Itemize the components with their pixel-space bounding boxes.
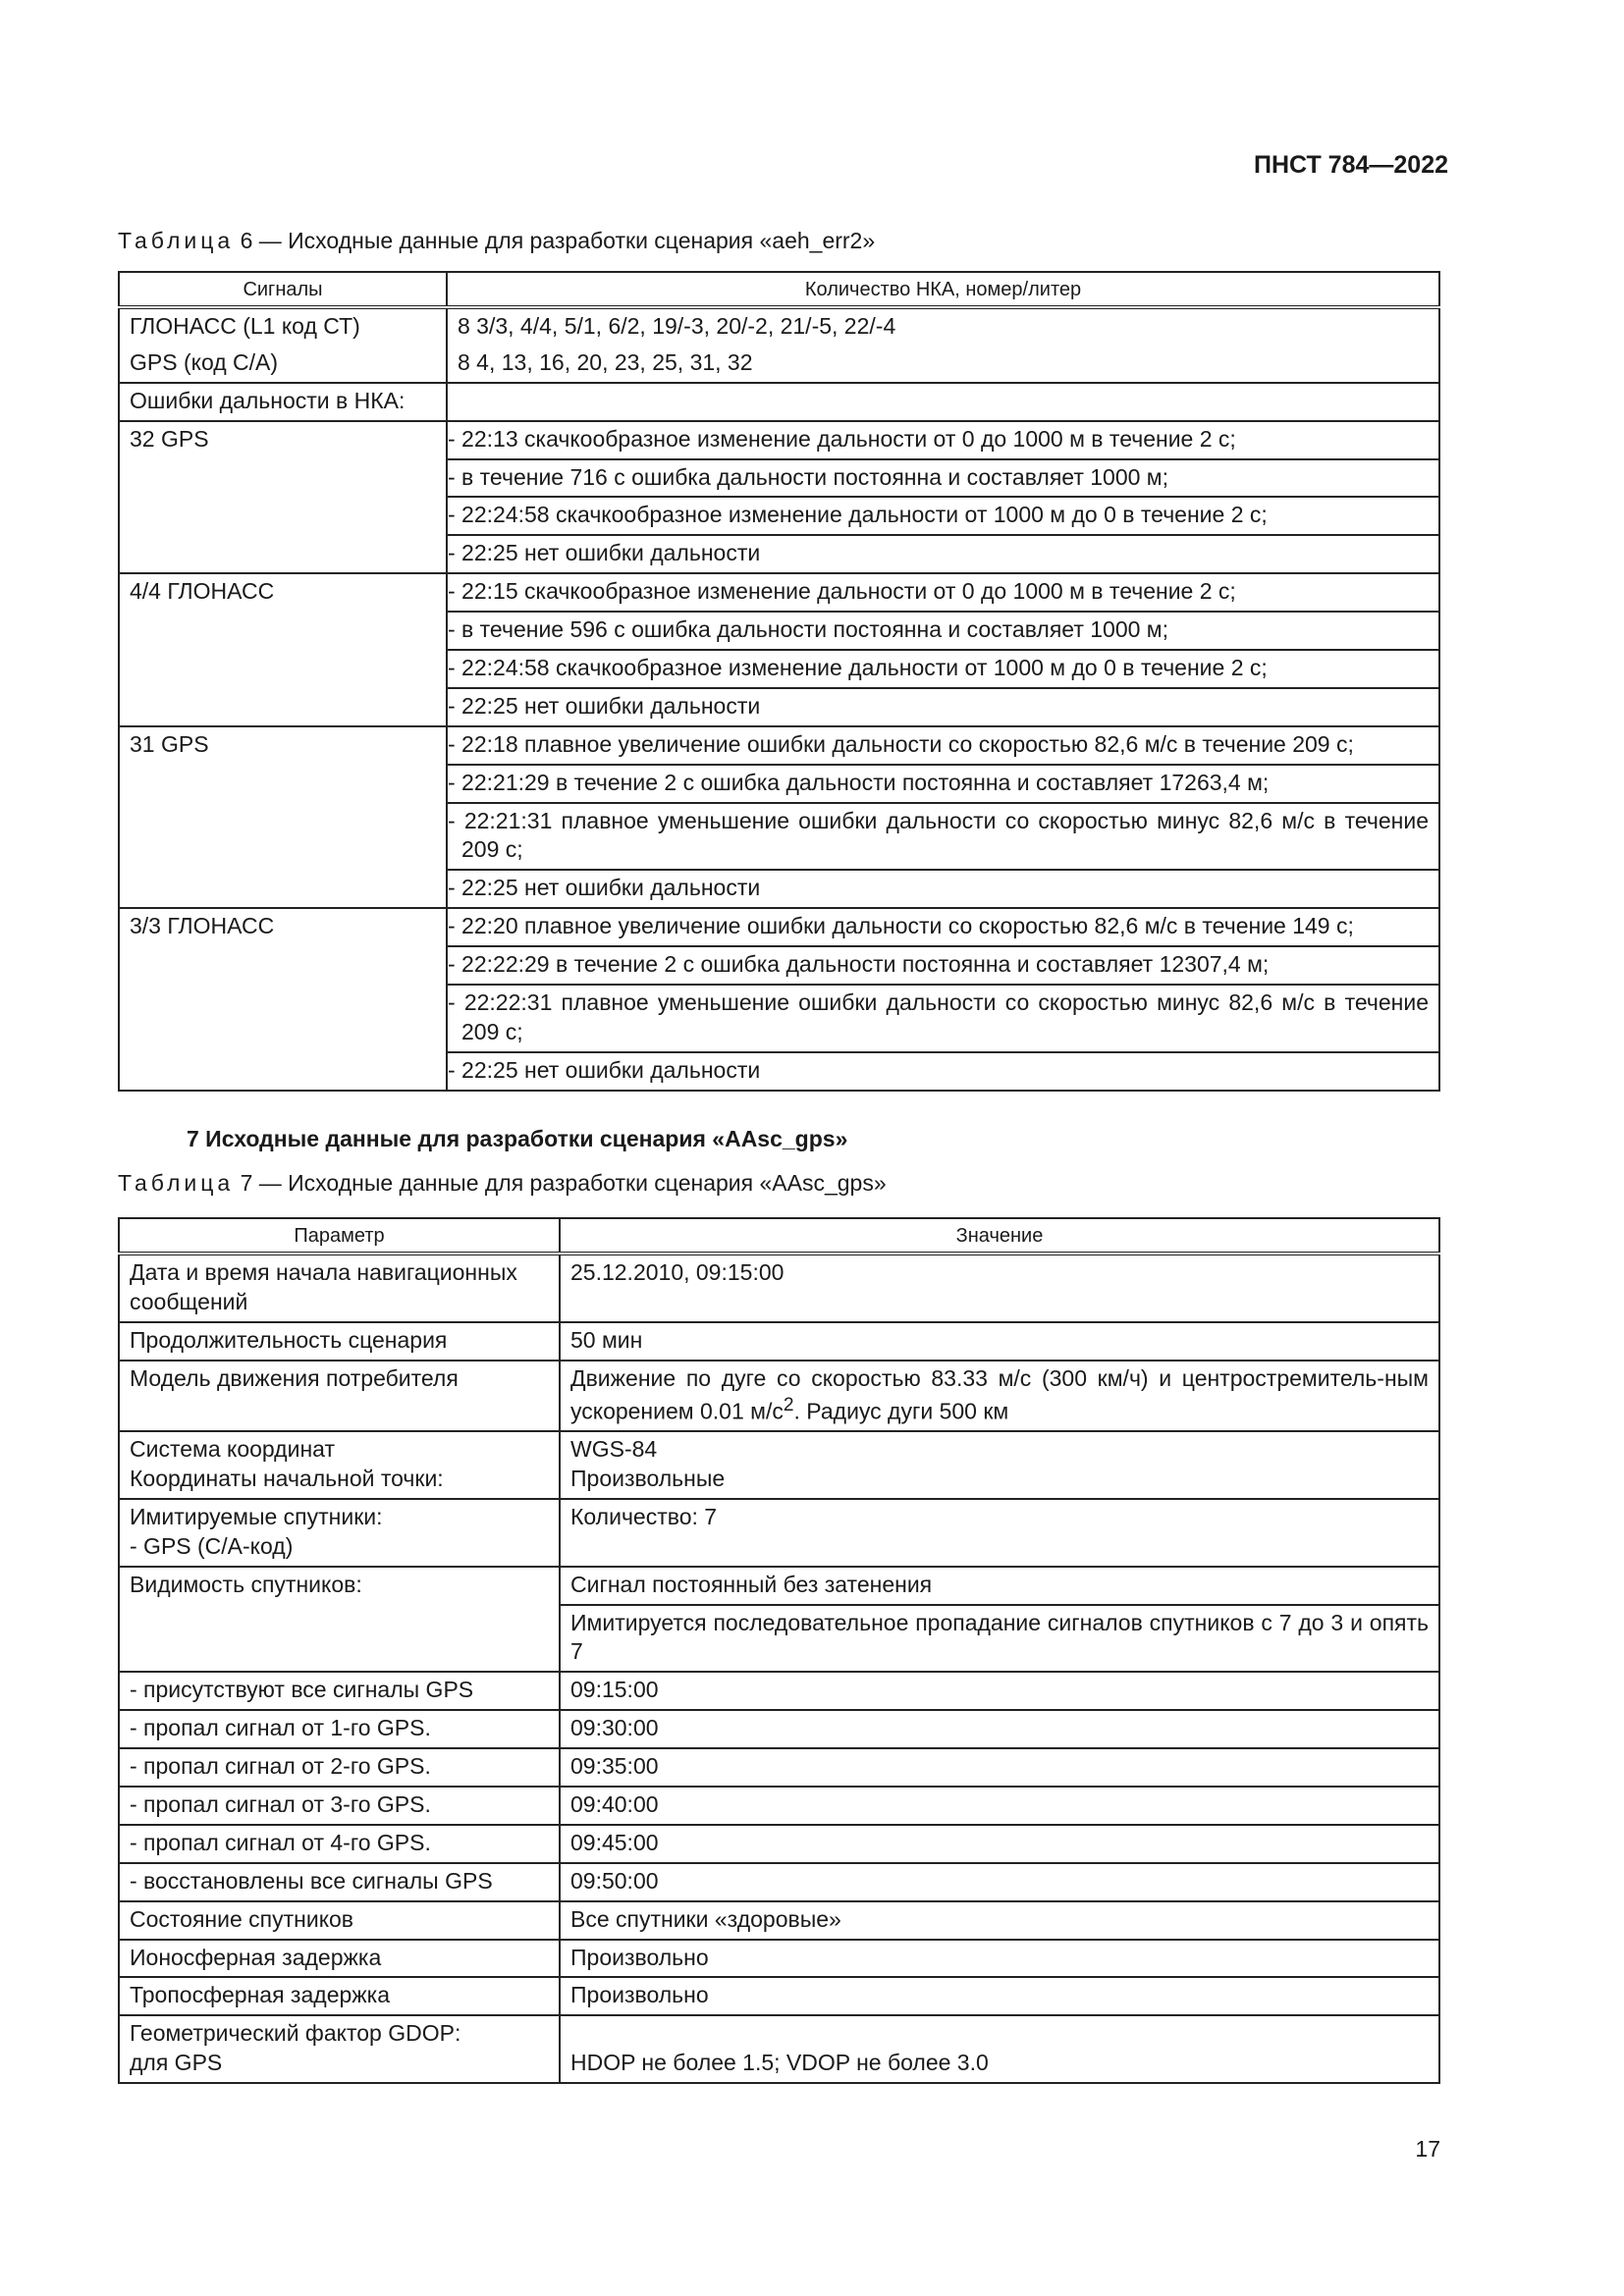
table6-group-row	[119, 726, 1439, 765]
table7	[118, 1217, 1440, 2084]
value-start-time: 25.12.2010, 09:15:00	[560, 1254, 1439, 1322]
cell-glonass-name: ГЛОНАСС (L1 код СТ)	[119, 307, 447, 346]
cell-group-item: - 22:25 нет ошибки дальности	[447, 1052, 1439, 1091]
table6-col-signals: Сигналы	[119, 272, 447, 307]
cell-group-item: - 22:24:58 скачкообразное изменение дальности от 1000 м до 0 в течение 2 с;	[447, 497, 1439, 535]
param-event: - пропал сигнал от 4-го GPS.	[119, 1825, 560, 1863]
table6-row-glonass	[119, 307, 1439, 346]
cell-gps-value: 8 4, 13, 16, 20, 23, 25, 31, 32	[447, 346, 1439, 383]
cell-group-item: - 22:18 плавное увеличение ошибки дальности со скоростью 82,6 м/с в течение 209 с;	[447, 726, 1439, 765]
table7-col-value: Значение	[560, 1218, 1439, 1254]
table6-row-errors	[119, 383, 1439, 421]
cell-glonass-value: 8 3/3, 4/4, 5/1, 6/2, 19/-3, 20/-2, 21/-5, 22/-4	[447, 307, 1439, 346]
param-sats	[119, 1499, 560, 1567]
value-health: Все спутники «здоровые»	[560, 1901, 1439, 1940]
param-iono: Ионосферная задержка	[119, 1940, 560, 1978]
cell-group-item: - 22:25 нет ошибки дальности	[447, 535, 1439, 573]
param-tropo: Тропосферная задержка	[119, 1977, 560, 2015]
value-event: 09:30:00	[560, 1710, 1439, 1748]
param-sats-line2: - GPS (С/А-код)	[130, 1532, 294, 1559]
cell-group-item: - 22:25 нет ошибки дальности	[447, 688, 1439, 726]
cell-group-item: - 22:24:58 скачкообразное изменение дальности от 1000 м до 0 в течение 2 с;	[447, 650, 1439, 688]
table7-row-event	[119, 1787, 1439, 1825]
table7-row-coords	[119, 1431, 1439, 1499]
param-coords-line2: Координаты начальной точки:	[130, 1466, 444, 1491]
value-iono: Произвольно	[560, 1940, 1439, 1978]
cell-group-name: 3/3 ГЛОНАСС	[119, 908, 447, 1090]
cell-group-item: - 22:22:29 в течение 2 с ошибка дальности постоянна и составляет 12307,4 м;	[447, 946, 1439, 985]
cell-group-name: 32 GPS	[119, 421, 447, 574]
table7-row-event	[119, 1672, 1439, 1710]
table7-caption-text: 7 — Исходные данные для разработки сценария «AAsc_gps»	[240, 1170, 887, 1196]
param-gdop-line2: для GPS	[130, 2050, 223, 2076]
cell-group-name: 31 GPS	[119, 726, 447, 908]
cell-group-name: 4/4 ГЛОНАСС	[119, 573, 447, 726]
param-gdop-line1: Геометрический фактор GDOP:	[130, 2020, 461, 2047]
param-gdop	[119, 2015, 560, 2083]
table7-row-event	[119, 1710, 1439, 1748]
param-health: Состояние спутников	[119, 1901, 560, 1940]
cell-group-item: - 22:22:31 плавное уменьшение ошибки дальности со скоростью минус 82,6 м/с в течение 209 с;	[447, 985, 1439, 1052]
param-event: - пропал сигнал от 3-го GPS.	[119, 1787, 560, 1825]
table6-group-row	[119, 573, 1439, 612]
table7-row-tropo	[119, 1977, 1439, 2015]
table6	[118, 271, 1440, 1092]
value-tropo: Произвольно	[560, 1977, 1439, 2015]
table7-row-sats	[119, 1499, 1439, 1567]
value-coords-line2: Произвольные	[570, 1466, 726, 1491]
motion-superscript: 2	[783, 1394, 794, 1415]
cell-group-item: - 22:20 плавное увеличение ошибки дальности со скоростью 82,6 м/с в течение 149 с;	[447, 908, 1439, 946]
param-start-time: Дата и время начала навигационных сообщений	[119, 1254, 560, 1322]
value-event: 09:15:00	[560, 1672, 1439, 1710]
cell-group-item: - 22:25 нет ошибки дальности	[447, 870, 1439, 908]
value-gdop: HDOP не более 1.5; VDOP не более 3.0	[560, 2015, 1439, 2083]
table7-row-health	[119, 1901, 1439, 1940]
cell-group-item: - 22:13 скачкообразное изменение дальности от 0 до 1000 м в течение 2 с;	[447, 421, 1439, 459]
table7-col-param: Параметр	[119, 1218, 560, 1254]
motion-text-b: . Радиус дуги 500 км	[793, 1398, 1009, 1424]
value-motion	[560, 1361, 1439, 1431]
table6-col-count: Количество НКА, номер/литер	[447, 272, 1439, 307]
param-coords-line1: Система координат	[130, 1436, 335, 1463]
param-coords	[119, 1431, 560, 1499]
table6-caption-text: 6 — Исходные данные для разработки сценария «aeh_err2»	[240, 228, 876, 253]
motion-text-a: Движение по дуге со скоростью 83.33 м/с (300 км/ч) и центростремитель-ным ускорением 0.01 м/с	[570, 1364, 1429, 1424]
table7-row-start-time	[119, 1254, 1439, 1322]
table7-row-duration	[119, 1322, 1439, 1361]
cell-group-item: - 22:15 скачкообразное изменение дальности от 0 до 1000 м в течение 2 с;	[447, 573, 1439, 612]
param-duration: Продолжительность сценария	[119, 1322, 560, 1361]
table6-row-gps	[119, 346, 1439, 383]
table7-row-gdop	[119, 2015, 1439, 2083]
cell-gps-name: GPS (код С/А)	[119, 346, 447, 383]
table6-header-row	[119, 272, 1439, 307]
table6-caption-label: Таблица	[118, 228, 235, 253]
value-sats: Количество: 7	[560, 1499, 1439, 1567]
cell-errors-name: Ошибки дальности в НКА:	[119, 383, 447, 421]
cell-group-item: - 22:21:31 плавное уменьшение ошибки дальности со скоростью минус 82,6 м/с в течение 209 с;	[447, 803, 1439, 871]
table6-group-row	[119, 421, 1439, 459]
table7-caption-label: Таблица	[118, 1170, 235, 1196]
document-code: ПНСТ 784—2022	[1254, 151, 1448, 179]
cell-group-item: - 22:21:29 в течение 2 с ошибка дальности постоянна и составляет 17263,4 м;	[447, 765, 1439, 803]
value-event: 09:35:00	[560, 1748, 1439, 1787]
table6-group-row	[119, 908, 1439, 946]
cell-group-item: - в течение 596 с ошибка дальности постоянна и составляет 1000 м;	[447, 612, 1439, 650]
param-motion: Модель движения потребителя	[119, 1361, 560, 1431]
param-event: - восстановлены все сигналы GPS	[119, 1863, 560, 1901]
table7-header-row	[119, 1218, 1439, 1254]
param-event: - пропал сигнал от 1-го GPS.	[119, 1710, 560, 1748]
value-event: 09:50:00	[560, 1863, 1439, 1901]
value-event: 09:40:00	[560, 1787, 1439, 1825]
value-duration: 50 мин	[560, 1322, 1439, 1361]
table7-row-event	[119, 1748, 1439, 1787]
param-event: - пропал сигнал от 2-го GPS.	[119, 1748, 560, 1787]
table7-row-iono	[119, 1940, 1439, 1978]
cell-errors-value	[447, 383, 1439, 421]
value-visibility-2: Имитируется последовательное пропадание сигналов спутников с 7 до 3 и опять 7	[560, 1605, 1439, 1673]
page-number: 17	[1415, 2136, 1440, 2162]
table6-caption	[118, 228, 875, 254]
table7-row-event	[119, 1863, 1439, 1901]
param-sats-line1: Имитируемые спутники:	[130, 1503, 383, 1529]
table7-row-event	[119, 1825, 1439, 1863]
value-coords	[560, 1431, 1439, 1499]
table7-caption	[118, 1170, 887, 1197]
param-event: - присутствуют все сигналы GPS	[119, 1672, 560, 1710]
table7-row-motion	[119, 1361, 1439, 1431]
value-visibility-1: Сигнал постоянный без затенения	[560, 1567, 1439, 1605]
section-7-heading: 7 Исходные данные для разработки сценария «AAsc_gps»	[187, 1126, 848, 1151]
param-visibility: Видимость спутников:	[119, 1567, 560, 1673]
value-event: 09:45:00	[560, 1825, 1439, 1863]
value-coords-line1: WGS-84	[570, 1436, 658, 1463]
table7-row-visibility	[119, 1567, 1439, 1605]
cell-group-item: - в течение 716 с ошибка дальности постоянна и составляет 1000 м;	[447, 459, 1439, 498]
